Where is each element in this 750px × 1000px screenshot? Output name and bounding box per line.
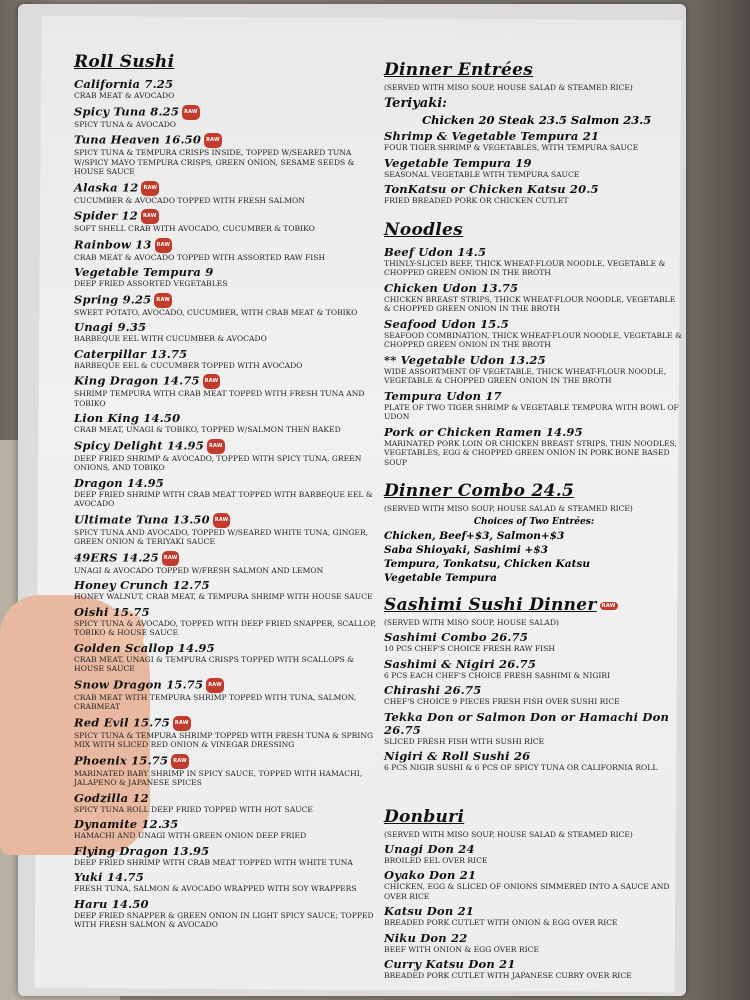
- dinner-combo-title: Dinner Combo 24.5: [384, 481, 575, 501]
- menu-item: [384, 390, 684, 422]
- menu-item-name: [384, 426, 684, 439]
- raw-badge-icon: RAW: [155, 238, 173, 253]
- menu-item: [384, 631, 684, 654]
- menu-item-name: [384, 246, 684, 259]
- menu-item-description: FRIED BREADED PORK OR CHICKEN CUTLET: [384, 196, 569, 205]
- raw-badge-icon: RAW: [171, 754, 189, 769]
- menu-item: [384, 711, 684, 747]
- menu-item: [74, 238, 384, 263]
- menu-item-name-text: Spring 9.25: [74, 292, 152, 306]
- menu-item-name: [74, 439, 384, 454]
- menu-item: [74, 579, 384, 602]
- roll-sushi-list: [74, 78, 384, 930]
- menu-item-name-text: Tempura Udon 17: [384, 388, 502, 403]
- menu-item-name: [74, 716, 384, 731]
- menu-item-name-text: Caterpillar 13.75: [74, 346, 188, 361]
- raw-badge-icon: RAW: [213, 513, 231, 528]
- menu-item-name: [74, 209, 384, 224]
- noodles-list: [384, 246, 684, 468]
- combo-choice-line: Vegetable Tempura: [384, 572, 497, 584]
- donburi-title: Donburi: [384, 806, 465, 827]
- menu-item: [384, 183, 684, 206]
- menu-item-name: [74, 348, 384, 361]
- menu-item-description: SHRIMP TEMPURA WITH CRAB MEAT TOPPED WITH FRESH TUNA AND TOBIKO: [74, 389, 365, 408]
- roll-sushi-title: Roll Sushi: [74, 52, 175, 72]
- menu-item-description: SLICED FRESH FISH WITH SUSHI RICE: [384, 736, 545, 746]
- menu-item-name-text: Tuna Heaven 16.50: [74, 132, 202, 147]
- menu-item: [74, 477, 384, 509]
- menu-item: [74, 716, 384, 750]
- menu-item-description: FOUR TIGER SHRIMP & VEGETABLES, WITH TEMPURA SAUCE: [384, 143, 639, 152]
- menu-item-name-text: Unagi 9.35: [74, 320, 147, 334]
- menu-item-description: SPICY TUNA & TEMPURA SHRIMP TOPPED WITH FRESH TUNA & SPRING MIX WITH SLICED RED ONION & VINEGAR DRESSING: [74, 730, 374, 749]
- menu-item-name-text: Chirashi 26.75: [384, 683, 482, 697]
- menu-item-name: [74, 818, 384, 831]
- menu-item-description: MARINATED BABY SHRIMP IN SPICY SAUCE, TOPPED WITH HAMACHI, JALAPENO & JAPANESE SPICES: [74, 768, 363, 787]
- menu-item-name-text: Spicy Tuna 8.25: [74, 104, 180, 118]
- menu-item-name: [384, 905, 684, 918]
- menu-item-name-text: Pork or Chicken Ramen 14.95: [384, 424, 583, 439]
- menu-item-name-text: Chicken Udon 13.75: [384, 280, 519, 295]
- menu-item-description: SEASONAL VEGETABLE WITH TEMPURA SAUCE: [384, 169, 580, 179]
- menu-item-name: [384, 932, 684, 945]
- menu-item-description: THINLY-SLICED BEEF, THICK WHEAT-FLOUR NOODLE, VEGETABLE & CHOPPED GREEN ONION IN THE BROTH: [384, 258, 666, 277]
- menu-item-name-text: Nigiri & Roll Sushi 26: [384, 749, 531, 763]
- menu-item-name-text: Oishi 15.75: [74, 604, 150, 619]
- combo-choices-list: [384, 529, 684, 585]
- menu-item-description: DEEP FRIED SHRIMP WITH CRAB MEAT TOPPED WITH BARBEQUE EEL & AVOCADO: [74, 489, 373, 508]
- raw-badge-icon: RAW: [162, 551, 180, 566]
- menu-item-name: [74, 754, 384, 769]
- menu-item-description: BREADED PORK CUTLET WITH ONION & EGG OVER RICE: [384, 918, 618, 927]
- menu-item-name: [384, 958, 684, 971]
- menu-item-name-text: Lion King 14.50: [74, 411, 181, 425]
- menu-item-name: [74, 513, 384, 528]
- menu-item-description: CHICKEN BREAST STRIPS, THICK WHEAT-FLOUR NOODLE, VEGETABLE & CHOPPED GREEN ONION IN THE BROTH: [384, 294, 676, 313]
- menu-item-name-text: Sashimi Combo 26.75: [384, 630, 529, 644]
- menu-item: [74, 792, 384, 815]
- menu-item-name-text: Seafood Udon 15.5: [384, 316, 509, 331]
- menu-item: [74, 818, 384, 841]
- menu-item-description: BARBEQUE EEL WITH CUCUMBER & AVOCADO: [74, 334, 267, 343]
- menu-item-name: [74, 642, 384, 655]
- teriyaki-options: Chicken 20 Steak 23.5 Salmon 23.5: [422, 113, 652, 127]
- menu-item: [384, 958, 684, 981]
- dinner-entrees-subtitle: (SERVED WITH MISO SOUP, HOUSE SALAD & STEAMED RICE): [384, 83, 633, 92]
- menu-item-name: [384, 354, 684, 367]
- menu-item-name-text: Dynamite 12.35: [74, 817, 179, 831]
- menu-item: [384, 843, 684, 866]
- menu-item-name: [74, 579, 384, 592]
- menu-item-name-text: Tekka Don or Salmon Don or Hamachi Don 26.75: [384, 709, 670, 737]
- menu-item-name: [74, 678, 384, 693]
- raw-badge-icon: RAW: [203, 374, 221, 389]
- menu-item: [74, 266, 384, 289]
- menu-item-name: [74, 238, 384, 253]
- menu-item: [74, 513, 384, 547]
- menu-item-description: SPICY TUNA AND AVOCADO, TOPPED W/SEARED WHITE TUNA, GINGER, GREEN ONION & TERIYAKI SAUCE: [74, 527, 369, 546]
- menu-item: [74, 374, 384, 408]
- raw-badge-icon: RAW: [204, 133, 222, 148]
- menu-item-description: SPICY TUNA & AVOCADO: [74, 119, 177, 129]
- menu-item: [74, 898, 384, 930]
- menu-item-description: 10 PCS CHEF'S CHOICE FRESH RAW FISH: [384, 644, 555, 653]
- menu-item-name: [74, 181, 384, 196]
- menu-item-name-text: Phoenix 15.75: [74, 753, 169, 767]
- menu-item-name: [74, 78, 384, 91]
- menu-item-description: CRAB MEAT, UNAGI & TOBIKO, TOPPED W/SALMON THEN BAKED: [74, 425, 341, 434]
- menu-item-name-text: King Dragon 14.75: [74, 373, 200, 388]
- menu-item-name: [74, 477, 384, 490]
- sashimi-sushi-dinner-list: [384, 631, 684, 773]
- menu-item-name: [74, 845, 384, 858]
- menu-item: [384, 282, 684, 314]
- menu-item-name: [74, 293, 384, 308]
- menu-item-name-text: Curry Katsu Don 21: [384, 957, 516, 971]
- noodles-section: [384, 220, 684, 468]
- menu-item-description: SOFT SHELL CRAB WITH AVOCADO, CUCUMBER & TOBIKO: [74, 224, 315, 233]
- menu-item-name: [74, 792, 384, 805]
- menu-item-description: HAMACHI AND UNAGI WITH GREEN ONION DEEP FRIED: [74, 831, 307, 840]
- raw-badge-icon: RAW: [182, 105, 200, 120]
- menu-item-description: DEEP FRIED SHRIMP WITH CRAB MEAT TOPPED WITH WHITE TUNA: [74, 857, 353, 867]
- menu-item-description: CHICKEN, EGG & SLICED OF ONIONS SIMMERED INTO A SAUCE AND OVER RICE: [384, 882, 670, 901]
- menu-item-name-text: Yuki 14.75: [74, 870, 144, 884]
- menu-item: [384, 932, 684, 955]
- menu-item: [74, 754, 384, 788]
- menu-item-name-text: Alaska 12: [74, 180, 139, 194]
- menu-item: [384, 426, 684, 468]
- combo-choice-line: Tempura, Tonkatsu, Chicken Katsu: [384, 558, 590, 570]
- menu-item-description: CHEF'S CHOICE 9 PIECES FRESH FISH OVER SUSHI RICE: [384, 697, 620, 706]
- menu-item: [384, 905, 684, 928]
- menu-item-name-text: Niku Don 22: [384, 930, 468, 945]
- menu-item-name: [384, 282, 684, 295]
- menu-item-name: [384, 658, 684, 671]
- menu-item: [74, 678, 384, 712]
- menu-item: [384, 658, 684, 681]
- menu-item-name-text: Godzilla 12: [74, 790, 149, 805]
- menu-item-description: 6 PCS EACH CHEF'S CHOICE FRESH SASHIMI & NIGIRI: [384, 670, 611, 680]
- menu-item-name-text: 49ERS 14.25: [74, 550, 159, 564]
- menu-item-name-text: Vegetable Tempura 19: [384, 155, 532, 170]
- menu-item-name-text: Rainbow 13: [74, 237, 152, 251]
- menu-item: [384, 684, 684, 707]
- menu-item: [74, 551, 384, 576]
- menu-item: [384, 130, 684, 153]
- menu-item: [384, 869, 684, 901]
- menu-item: [384, 157, 684, 180]
- combo-choices-title: Choices of Two Entrées:: [473, 517, 595, 527]
- menu-item-description: CUCUMBER & AVOCADO TOPPED WITH FRESH SALMON: [74, 195, 305, 205]
- menu-item-name: [384, 684, 684, 697]
- menu-item-description: SPICY TUNA ROLL DEEP FRIED TOPPED WITH HOT SAUCE: [74, 804, 313, 814]
- menu-item: [74, 181, 384, 206]
- menu-item-name-text: Golden Scallop 14.95: [74, 640, 215, 655]
- donburi-list: [384, 843, 684, 981]
- sashimi-sushi-dinner-title-text: Sashimi Sushi Dinner: [384, 595, 597, 615]
- dinner-entrees-list: [384, 130, 684, 206]
- donburi-section: [384, 807, 684, 981]
- menu-item: [74, 642, 384, 674]
- menu-item: [74, 321, 384, 344]
- menu-item: [384, 354, 684, 386]
- menu-item-description: DEEP FRIED ASSORTED VEGETABLES: [74, 279, 228, 288]
- noodles-title: Noodles: [384, 219, 464, 240]
- menu-item-description: PLATE OF TWO TIGER SHRIMP & VEGETABLE TEMPURA WITH BOWL OF UDON: [384, 402, 679, 421]
- menu-item-name-text: Vegetable Tempura 9: [74, 265, 214, 279]
- raw-badge-icon: RAW: [173, 716, 191, 731]
- raw-badge-icon: RAW: [141, 181, 159, 196]
- menu-item-name: [384, 390, 684, 403]
- menu-item-description: CRAB MEAT & AVOCADO TOPPED WITH ASSORTED RAW FISH: [74, 252, 326, 262]
- menu-item-description: CRAB MEAT, UNAGI & TEMPURA CRISPS TOPPED WITH SCALLOPS & HOUSE SAUCE: [74, 654, 354, 673]
- menu-item-name: [74, 105, 384, 120]
- sashimi-sushi-dinner-subtitle: (SERVED WITH MISO SOUP, HOUSE SALAD): [384, 618, 559, 627]
- menu-item-name: [74, 412, 384, 425]
- menu-item-description: SEAFOOD COMBINATION, THICK WHEAT-FLOUR NOODLE, VEGETABLE & CHOPPED GREEN ONION IN THE BROTH: [384, 330, 682, 349]
- dinner-entrees-section: [384, 60, 684, 206]
- menu-item: [74, 412, 384, 435]
- menu-item-name-text: Katsu Don 21: [384, 904, 475, 918]
- menu-item-description: CRAB MEAT WITH TEMPURA SHRIMP TOPPED WITH TUNA, SALMON, CRABMEAT: [74, 692, 357, 711]
- menu-item-name: [384, 711, 684, 737]
- raw-badge-icon: RAW: [601, 602, 616, 609]
- combo-choice-line: Saba Shioyaki, Sashimi +$3: [384, 544, 548, 556]
- menu-item-name: [74, 266, 384, 279]
- menu-item-name: [384, 318, 684, 331]
- menu-item-name: [384, 750, 684, 763]
- menu-item: [74, 871, 384, 894]
- sashimi-sushi-dinner-section: [384, 595, 684, 773]
- menu-item-name-text: California 7.25: [74, 77, 174, 91]
- dinner-combo-section: [384, 481, 684, 585]
- menu-item-name: [74, 321, 384, 334]
- menu-item-name-text: Oyako Don 21: [384, 868, 477, 882]
- menu-item-description: BROILED EEL OVER RICE: [384, 855, 488, 865]
- raw-badge-icon: RAW: [141, 209, 159, 224]
- menu-item: [384, 750, 684, 773]
- menu-item-name-text: Sashimi & Nigiri 26.75: [384, 656, 537, 671]
- menu-item-name-text: Beef Udon 14.5: [384, 244, 487, 259]
- dinner-combo-subtitle: (SERVED WITH MISO SOUP, HOUSE SALAD & STEAMED RICE): [384, 504, 633, 513]
- menu-item-name-text: Unagi Don 24: [384, 841, 475, 856]
- menu-item-description: SPICY TUNA & TEMPURA CRISPS INSIDE, TOPPED W/SEARED TUNA W/SPICY MAYO TEMPURA CRISPS, GREEN ONION, SESAME SEEDS & HOUSE SAUCE: [74, 148, 355, 176]
- menu-item-description: SPICY TUNA & AVOCADO, TOPPED WITH DEEP FRIED SNAPPER, SCALLOP, TOBIKO & HOUSE SAUCE: [74, 618, 377, 637]
- menu-item-name: [384, 183, 684, 196]
- menu-item: [74, 133, 384, 177]
- menu-item-description: FRESH TUNA, SALMON & AVOCADO WRAPPED WITH SOY WRAPPERS: [74, 884, 357, 893]
- menu-item: [74, 439, 384, 473]
- menu-item-name-text: Red Evil 15.75: [74, 715, 170, 729]
- menu-item-name: [74, 551, 384, 566]
- menu-item-name: [74, 871, 384, 884]
- menu-item-name-text: Dragon 14.95: [74, 475, 164, 490]
- menu-item-name-text: Spicy Delight 14.95: [74, 438, 204, 452]
- raw-badge-icon: RAW: [154, 293, 172, 308]
- menu-item-name-text: Honey Crunch 12.75: [74, 578, 210, 592]
- menu-item-name: [74, 374, 384, 389]
- menu-item-name: [384, 869, 684, 882]
- menu-item: [74, 293, 384, 318]
- menu-item-description: CRAB MEAT & AVOCADO: [74, 91, 175, 100]
- menu-item: [74, 845, 384, 868]
- left-column: [74, 52, 384, 934]
- right-column: [384, 60, 684, 985]
- menu-item-name: [74, 898, 384, 911]
- menu-item-name-text: Shrimp & Vegetable Tempura 21: [384, 129, 600, 143]
- menu-item-description: BREADED PORK CUTLET WITH JAPANESE CURRY OVER RICE: [384, 971, 632, 980]
- menu-item-name: [384, 631, 684, 644]
- teriyaki-title: Teriyaki:: [384, 96, 447, 111]
- menu-item-name: [74, 606, 384, 619]
- menu-item: [384, 246, 684, 278]
- menu-item-name: [384, 843, 684, 856]
- menu-item-name-text: Haru 14.50: [74, 896, 149, 911]
- menu-item: [74, 606, 384, 638]
- menu-item-description: 6 PCS NIGIR SUSHI & 6 PCS OF SPICY TUNA OR CALIFORNIA ROLL: [384, 763, 658, 772]
- menu-item-name-text: Flying Dragon 13.95: [74, 843, 210, 858]
- menu-item-name-text: Snow Dragon 15.75: [74, 677, 204, 691]
- menu-item-name-text: Spider 12: [74, 208, 138, 223]
- menu-item-name-text: ** Vegetable Udon 13.25: [384, 352, 546, 367]
- menu-item: [384, 318, 684, 350]
- menu-item-description: HONEY WALNUT, CRAB MEAT, & TEMPURA SHRIMP WITH HOUSE SAUCE: [74, 592, 373, 601]
- menu-item: [74, 348, 384, 371]
- menu-item-name: [74, 133, 384, 148]
- menu-item-description: UNAGI & AVOCADO TOPPED W/FRESH SALMON AND LEMON: [74, 565, 324, 575]
- sashimi-sushi-dinner-title: [384, 595, 684, 615]
- raw-badge-icon: RAW: [206, 678, 224, 693]
- menu-item-description: SWEET POTATO, AVOCADO, CUCUMBER, WITH CRAB MEAT & TOBIKO: [74, 307, 358, 317]
- menu-item-description: DEEP FRIED SHRIMP & AVOCADO, TOPPED WITH SPICY TUNA, GREEN ONIONS, AND TOBIKO: [74, 453, 362, 472]
- menu-item-description: WIDE ASSORTMENT OF VEGETABLE, THICK WHEAT-FLOUR NOODLE, VEGETABLE & CHOPPED GREEN ONION IN THE BROTH: [384, 366, 667, 385]
- menu-item-description: BEEF WITH ONION & EGG OVER RICE: [384, 944, 539, 954]
- menu-item-description: MARINATED PORK LOIN OR CHICKEN BREAST STRIPS, THIN NOODLES, VEGETABLES, EGG & CHOPPED GREEN ONION IN PORK BONE BASED SOUP: [384, 438, 677, 467]
- menu-item-name: [384, 130, 684, 143]
- dinner-entrees-title: Dinner Entrées: [384, 60, 534, 80]
- menu-item: [74, 105, 384, 130]
- menu-item: [74, 209, 384, 234]
- menu-item-description: BARBEQUE EEL & CUCUMBER TOPPED WITH AVOCADO: [74, 360, 303, 370]
- menu-item-name-text: TonKatsu or Chicken Katsu 20.5: [384, 182, 599, 196]
- menu-item: [74, 78, 384, 101]
- donburi-subtitle: (SERVED WITH MISO SOUP, HOUSE SALAD & STEAMED RICE): [384, 829, 633, 839]
- combo-choice-line: Chicken, Beef+$3, Salmon+$3: [384, 530, 565, 542]
- menu-item-name-text: Ultimate Tuna 13.50: [74, 512, 210, 526]
- menu-item-description: DEEP FRIED SNAPPER & GREEN ONION IN LIGHT SPICY SAUCE; TOPPED WITH FRESH SALMON & AVOCADO: [74, 910, 374, 929]
- raw-badge-icon: RAW: [207, 439, 225, 454]
- menu-item-name: [384, 157, 684, 170]
